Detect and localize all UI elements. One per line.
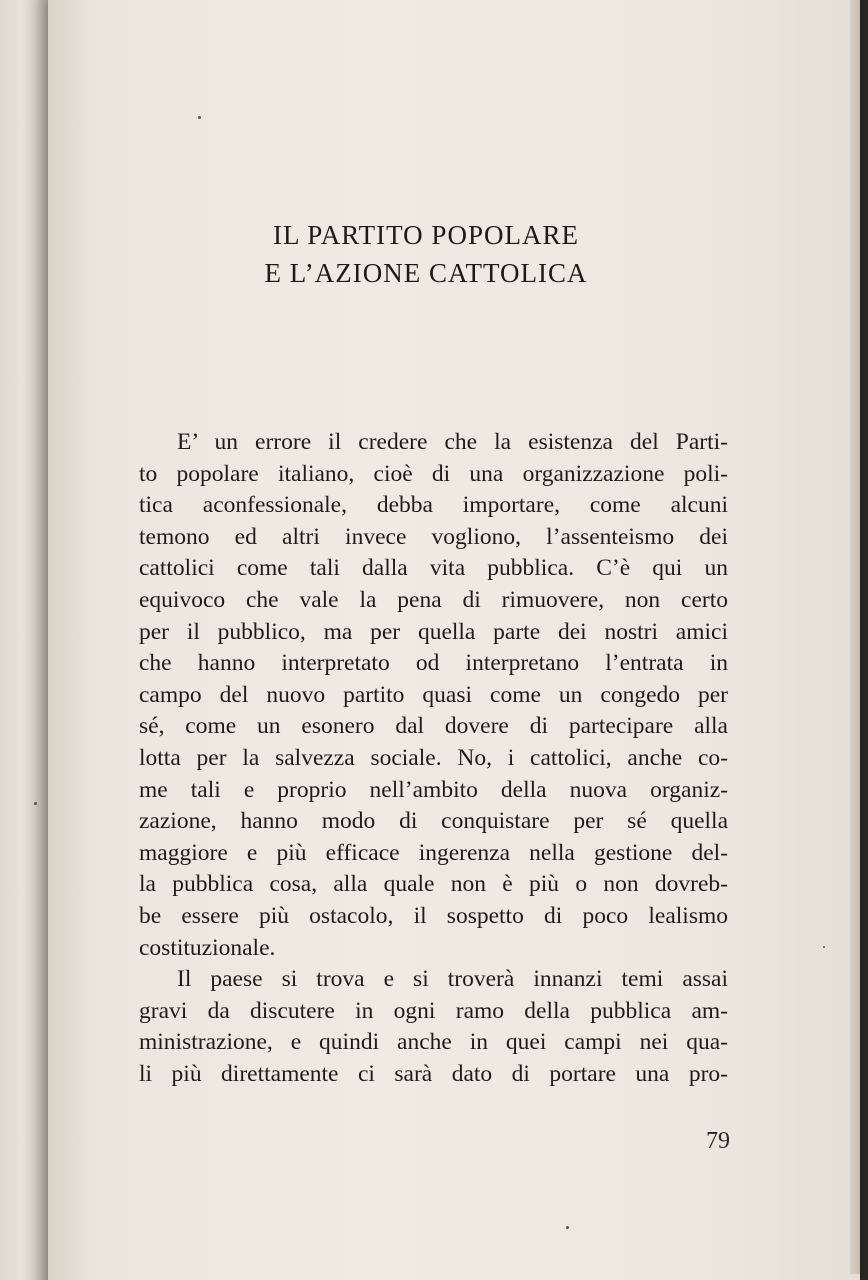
text-line: che hanno interpretato od interpretano l’entrata in: [139, 650, 728, 677]
text-line: per il pubblico, ma per quella parte dei nostri amici: [139, 618, 728, 645]
paper-speck: [823, 946, 825, 948]
text-line: gravi da discutere in ogni ramo della pubblica am-: [139, 997, 728, 1024]
text-line: la pubblica cosa, alla quale non è più o non dovreb-: [139, 871, 728, 898]
text-line: equivoco che vale la pena di rimuovere, non certo: [139, 586, 728, 613]
text-line: me tali e proprio nell’ambito della nuova organiz-: [139, 776, 728, 803]
text-line: cattolici come tali dalla vita pubblica. C’è qui un: [139, 555, 728, 582]
text-line: zazione, hanno modo di conquistare per sé quella: [139, 808, 728, 835]
page-number: 79: [706, 1128, 730, 1154]
body-text: [139, 427, 728, 1090]
chapter-title-line-2: E L’AZIONE CATTOLICA: [264, 258, 588, 288]
show-through-text: [128, 86, 868, 118]
text-line: Il paese si trova e si troverà innanzi temi assai: [177, 966, 728, 993]
chapter-title-line-1: IL PARTITO POPOLARE: [273, 220, 579, 250]
text-line: temono ed altri invece vogliono, l’assenteismo dei: [139, 523, 728, 550]
text-line: E’ un errore il credere che la esistenza del Parti-: [177, 429, 728, 455]
paper-speck: [198, 116, 201, 119]
page-edge: [850, 0, 860, 1274]
text-line: li più direttamente ci sarà dato di portare una pro-: [139, 1060, 728, 1087]
chapter-title: [160, 216, 692, 292]
text-line: be essere più ostacolo, il sospetto di poco lealismo: [139, 902, 728, 929]
paragraph-2: [139, 964, 728, 1090]
text-line: campo del nuovo partito quasi come un congedo per: [139, 681, 728, 708]
text-line: maggiore e più efficace ingerenza nella gestione del-: [139, 839, 728, 866]
text-line: costituzionale.: [139, 934, 276, 961]
paragraph-1: [139, 427, 728, 964]
text-line: lotta per la salvezza sociale. No, i cattolici, anche co-: [139, 744, 728, 771]
text-line: ministrazione, e quindi anche in quei campi nei qua-: [139, 1029, 728, 1056]
paper-speck: [34, 802, 37, 805]
paper-speck: [566, 1226, 569, 1229]
text-line: tica aconfessionale, debba importare, come alcuni: [139, 492, 728, 519]
text-line: sé, come un esonero dal dovere di partecipare alla: [139, 713, 728, 740]
text-line: to popolare italiano, cioè di una organizzazione poli-: [139, 460, 728, 487]
